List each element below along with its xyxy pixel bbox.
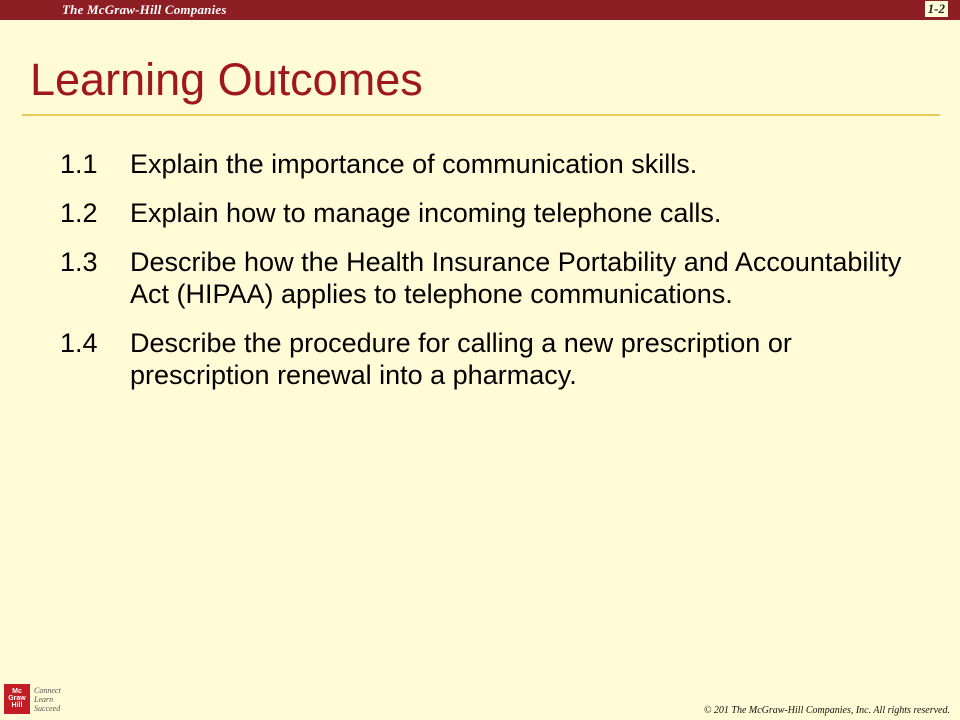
- outcome-number: 1.4: [60, 328, 98, 358]
- slide-title: Learning Outcomes: [30, 54, 423, 105]
- brand-name: The McGraw-Hill Companies: [62, 2, 227, 17]
- outcome-text: Describe how the Health Insurance Portability and Accountability Act (HIPAA) applies to telephone communications.: [130, 247, 902, 309]
- tagline-line: Succeed: [34, 704, 61, 713]
- logo-line: Hill: [11, 702, 23, 709]
- outcome-text: Describe the procedure for calling a new prescription or prescription renewal into a pharmacy.: [130, 328, 792, 390]
- tagline-line: Learn: [34, 695, 54, 704]
- outcome-number: 1.1: [60, 149, 98, 179]
- outcome-number: 1.3: [60, 247, 98, 277]
- outcome-number: 1.2: [60, 198, 98, 228]
- title-divider: [22, 114, 940, 116]
- outcome-item: [60, 246, 940, 310]
- tagline-line: Connect: [34, 686, 61, 695]
- mcgraw-hill-logo: [4, 684, 30, 714]
- logo-tagline: [34, 686, 61, 713]
- copyright-notice: © 201 The McGraw-Hill Companies, Inc. All rights reserved.: [703, 705, 950, 716]
- outcome-item: [60, 197, 940, 229]
- logo-line: Mc: [12, 688, 22, 695]
- page-number: 1-2: [925, 1, 948, 17]
- outcome-text: Explain how to manage incoming telephone calls.: [130, 198, 722, 228]
- outcome-item: [60, 327, 940, 391]
- outcome-item: [60, 148, 940, 180]
- logo-line: Graw: [8, 695, 26, 702]
- top-brand-bar: [0, 0, 960, 20]
- outcome-text: Explain the importance of communication skills.: [130, 149, 698, 179]
- learning-outcomes-list: [60, 148, 940, 408]
